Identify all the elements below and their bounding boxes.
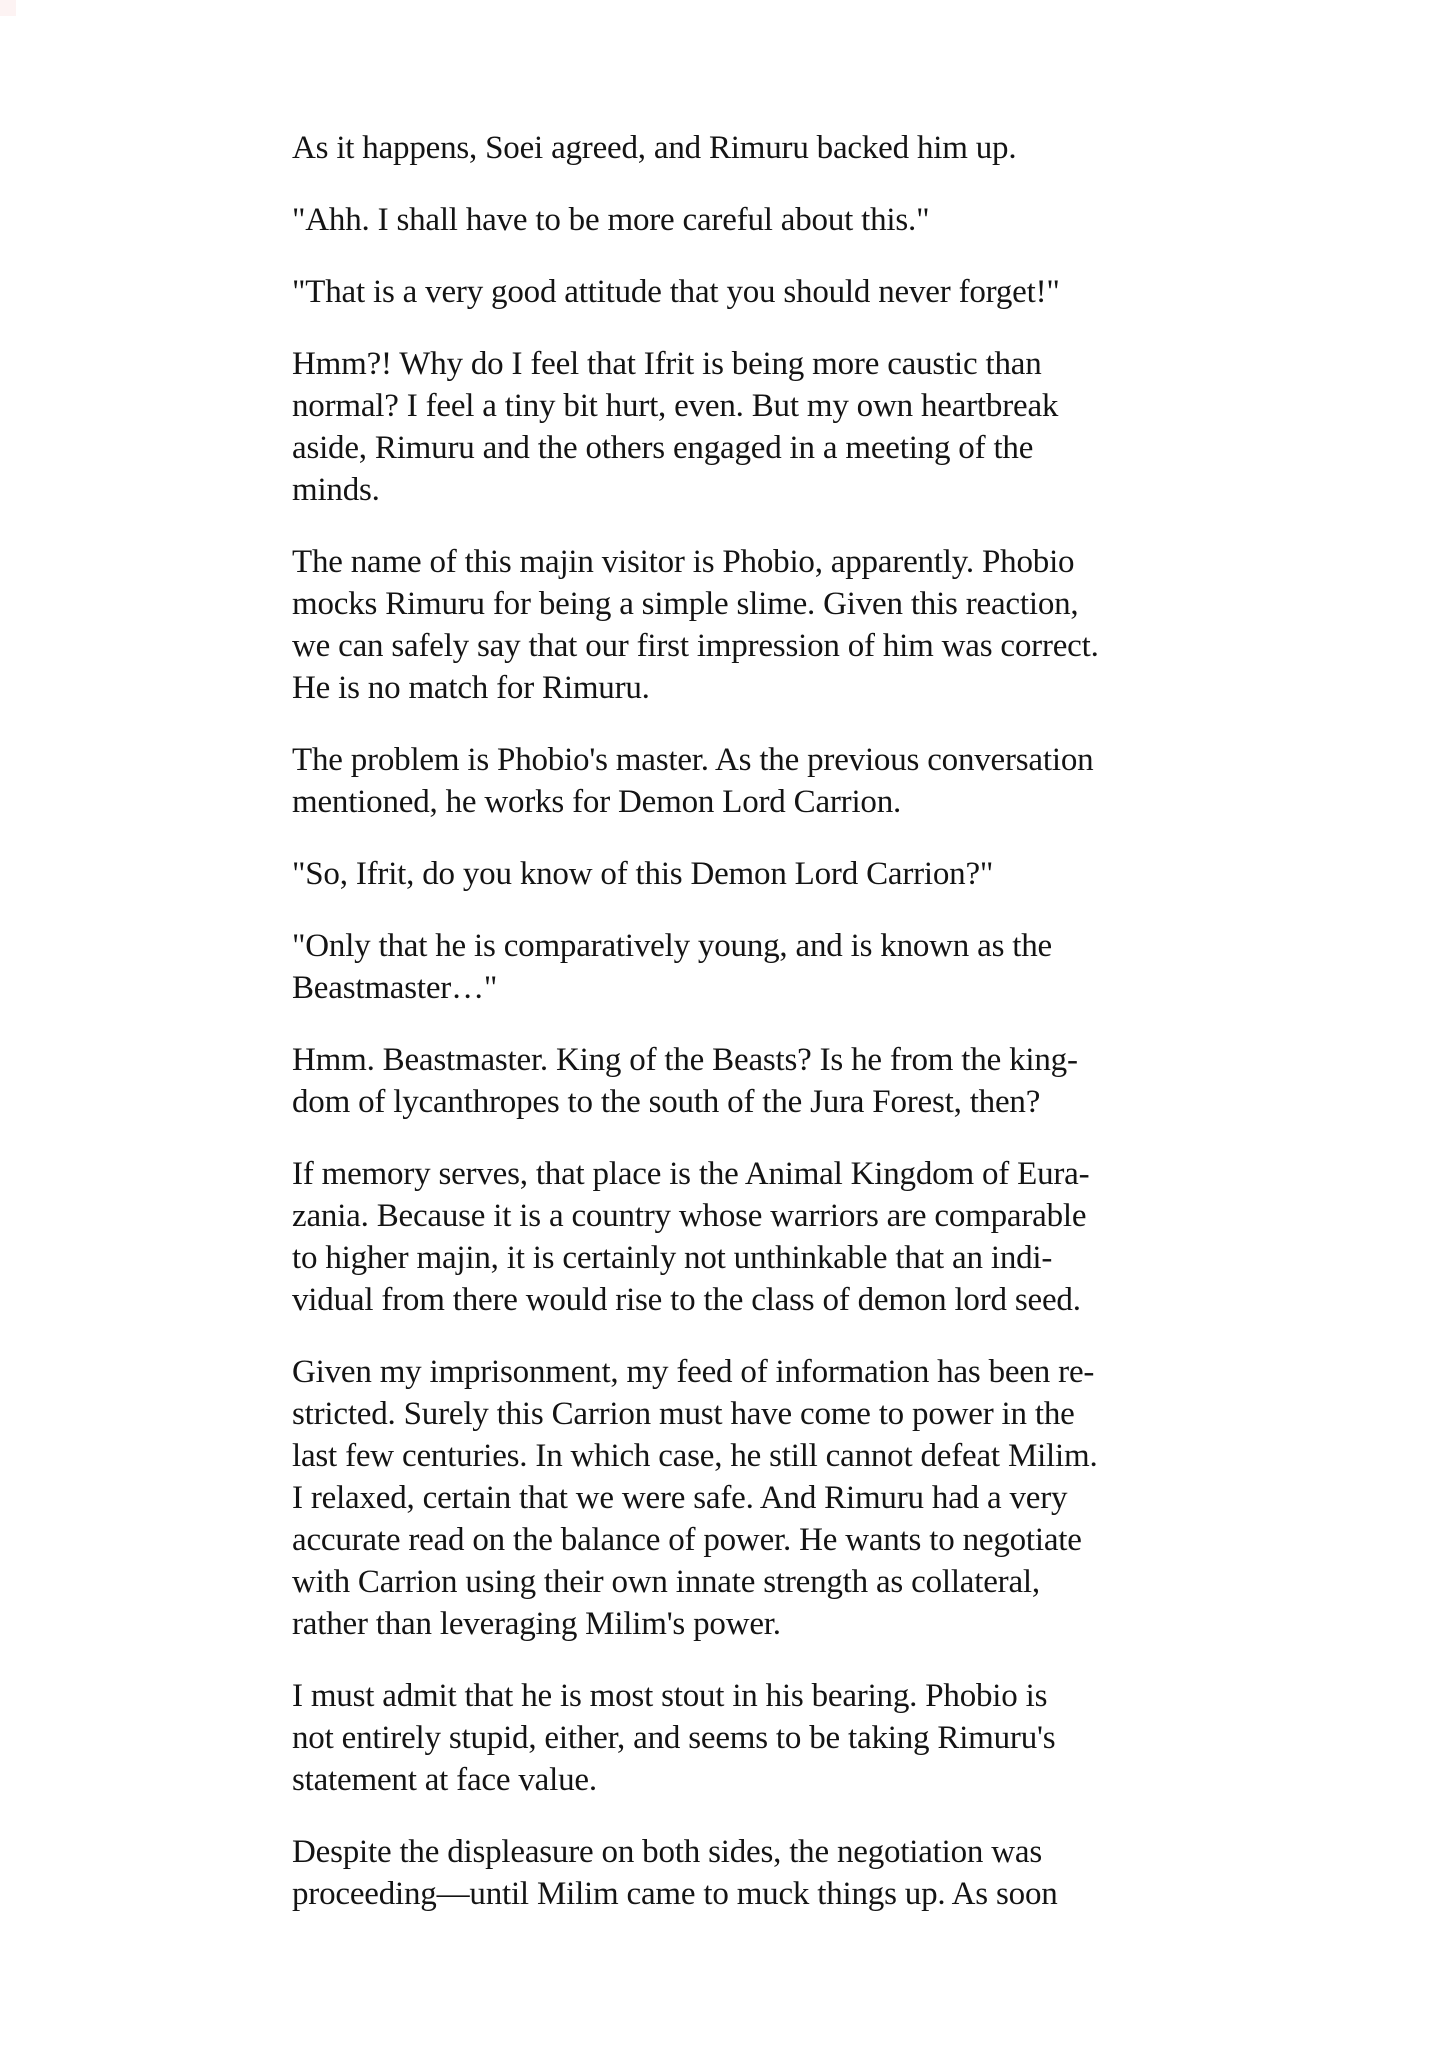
text-line: to higher majin, it is certainly not unthinkable that an indi- <box>292 1240 1053 1276</box>
text-line: Hmm. Beastmaster. King of the Beasts? Is he from the king- <box>292 1042 1078 1078</box>
paragraph <box>292 1153 1172 1321</box>
paragraph <box>292 343 1172 511</box>
text-line: proceeding—until Milim came to muck things up. As soon <box>292 1876 1058 1912</box>
paragraph <box>292 1351 1172 1645</box>
text-line: zania. Because it is a country whose warriors are comparable <box>292 1198 1087 1234</box>
paragraph <box>292 739 1172 823</box>
text-line: aside, Rimuru and the others engaged in a meeting of the <box>292 430 1034 466</box>
text-line: As it happens, Soei agreed, and Rimuru backed him up. <box>292 130 1017 166</box>
text-line: mentioned, he works for Demon Lord Carrion. <box>292 784 902 820</box>
text-line: with Carrion using their own innate strength as collateral, <box>292 1564 1040 1600</box>
text-line: "Only that he is comparatively young, and is known as the <box>292 928 1053 964</box>
text-line: The name of this majin visitor is Phobio, apparently. Phobio <box>292 544 1075 580</box>
paragraph <box>292 1675 1172 1801</box>
text-line: we can safely say that our first impression of him was correct. <box>292 628 1099 664</box>
paragraph <box>292 127 1172 169</box>
text-line: The problem is Phobio's master. As the previous conversation <box>292 742 1094 778</box>
paragraph <box>292 1831 1172 1915</box>
paragraph <box>292 199 1172 241</box>
text-line: dom of lycanthropes to the south of the Jura Forest, then? <box>292 1084 1041 1120</box>
text-line: "That is a very good attitude that you should never forget!" <box>292 274 1060 310</box>
text-line: Beastmaster…" <box>292 970 498 1006</box>
text-line: statement at face value. <box>292 1762 597 1798</box>
text-line: I must admit that he is most stout in his bearing. Phobio is <box>292 1678 1048 1714</box>
text-line: vidual from there would rise to the class of demon lord seed. <box>292 1282 1081 1318</box>
text-line: not entirely stupid, either, and seems to be taking Rimuru's <box>292 1720 1056 1756</box>
text-line: He is no match for Rimuru. <box>292 670 650 706</box>
paragraph <box>292 925 1172 1009</box>
text-line: "So, Ifrit, do you know of this Demon Lord Carrion?" <box>292 856 994 892</box>
text-line: mocks Rimuru for being a simple slime. Given this reaction, <box>292 586 1079 622</box>
paragraph <box>292 271 1172 313</box>
page-corner-artifact <box>0 0 16 16</box>
paragraph <box>292 541 1172 709</box>
text-line: accurate read on the balance of power. He wants to negotiate <box>292 1522 1082 1558</box>
page-text <box>292 127 1172 1945</box>
text-line: Despite the displeasure on both sides, the negotiation was <box>292 1834 1042 1870</box>
text-line: Hmm?! Why do I feel that Ifrit is being more caustic than <box>292 346 1042 382</box>
paragraph <box>292 853 1172 895</box>
text-line: I relaxed, certain that we were safe. And Rimuru had a very <box>292 1480 1068 1516</box>
text-line: stricted. Surely this Carrion must have come to power in the <box>292 1396 1075 1432</box>
text-line: If memory serves, that place is the Animal Kingdom of Eura- <box>292 1156 1090 1192</box>
text-line: rather than leveraging Milim's power. <box>292 1606 781 1642</box>
paragraph <box>292 1039 1172 1123</box>
text-line: minds. <box>292 472 380 508</box>
text-line: Given my imprisonment, my feed of information has been re- <box>292 1354 1095 1390</box>
text-line: normal? I feel a tiny bit hurt, even. But my own heartbreak <box>292 388 1059 424</box>
text-line: "Ahh. I shall have to be more careful about this." <box>292 202 930 238</box>
text-line: last few centuries. In which case, he still cannot defeat Milim. <box>292 1438 1098 1474</box>
